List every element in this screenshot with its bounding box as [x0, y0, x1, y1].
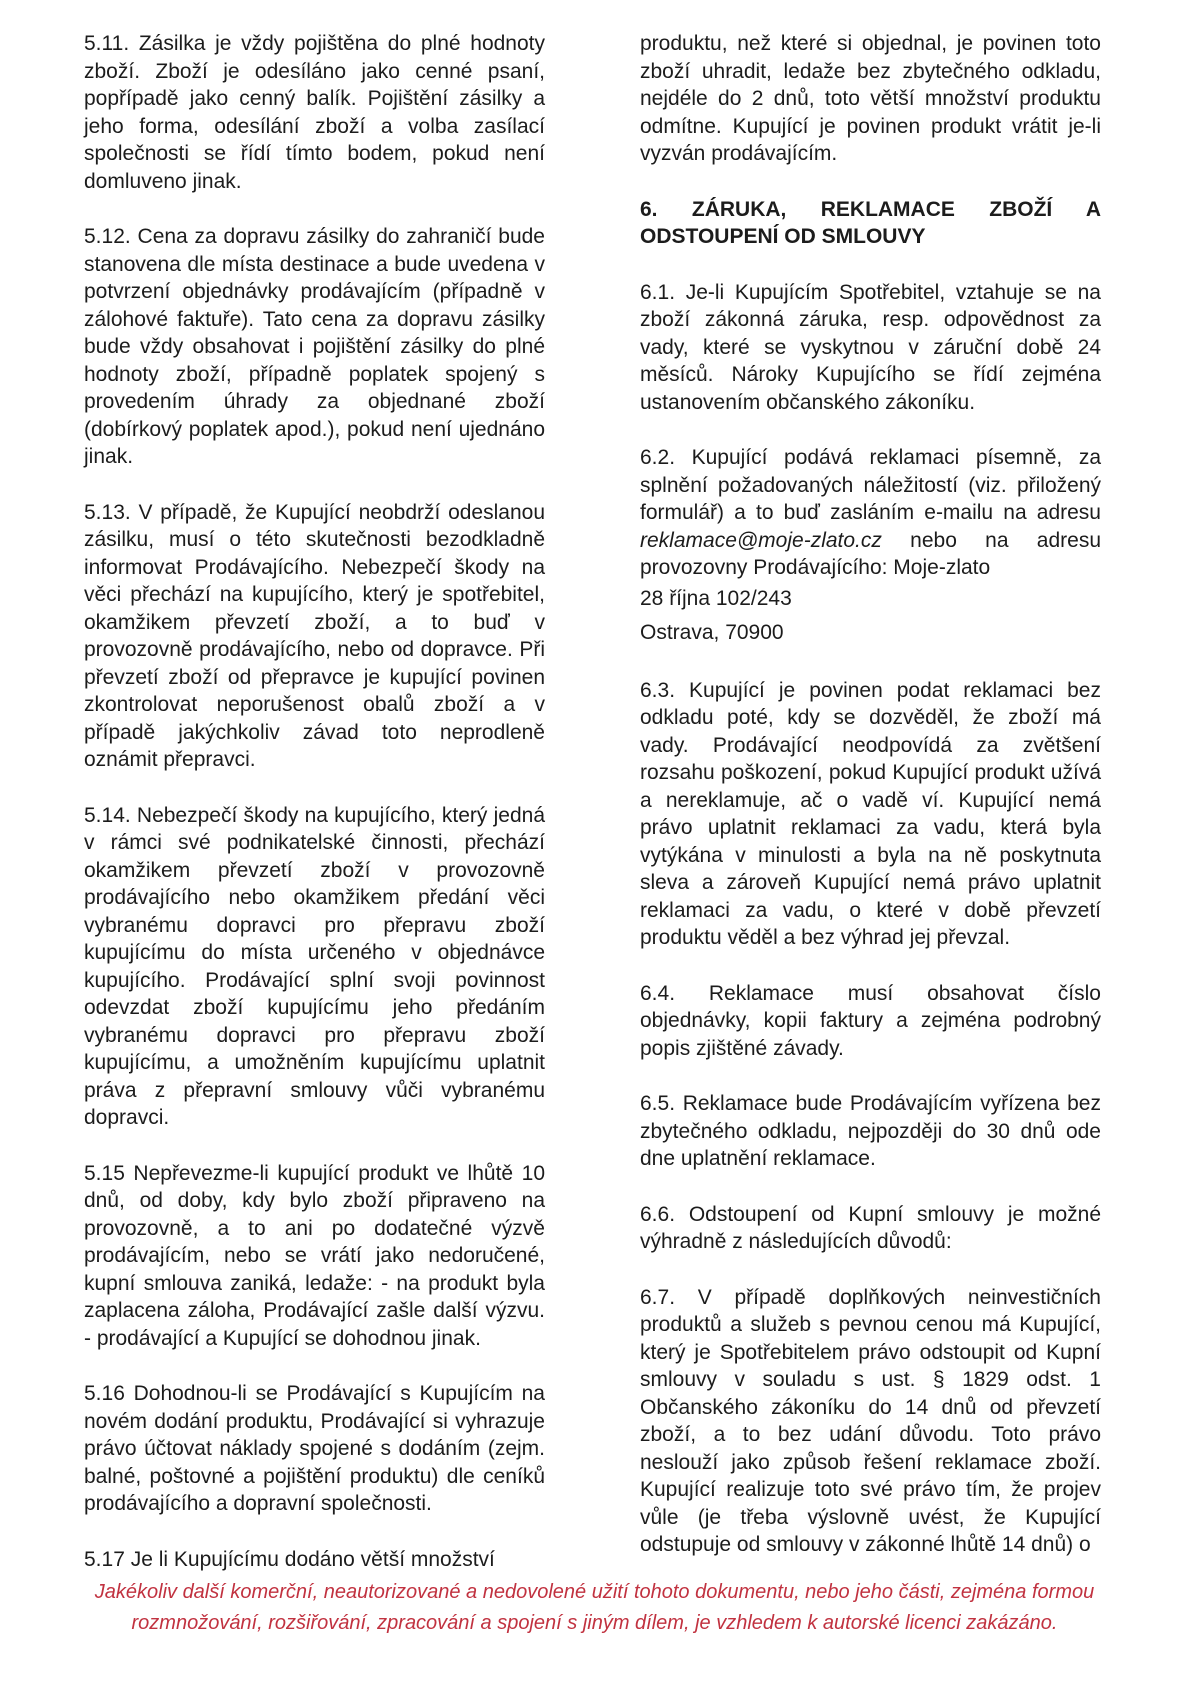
paragraph-5-15: 5.15 Nepřevezme-li kupující produkt ve lhůtě 10 dnů, od doby, kdy bylo zboží připraveno na provozovně, a to ani po dodatečné výzvě prodávajícím, nebo se vrátí jako nedoručené, kupní smlouva zaniká, ledaže: - na produkt byla zaplacena záloha, Prodávající zašle další výzvu. - prodávající a Kupující se dohodnou jinak. — [84, 1161, 545, 1350]
license-footer-line2: rozmnožování, rozšiřování, zpracování a spojení s jiným dílem, je vzhledem k autorské licenci zakázáno. — [131, 1612, 1058, 1634]
paragraph-5-11: 5.11. Zásilka je vždy pojištěna do plné hodnoty zboží. Zboží je odesíláno jako cenné psaní, popřípadě jako cenný balík. Pojištění zásilky a jeho forma, odesílání zboží a volba zasílací společnosti se řídí tímto bodem, pokud není domluveno jinak. — [84, 32, 545, 193]
paragraph-5-16: 5.16 Dohodnou-li se Prodávající s Kupujícím na novém dodání produktu, Prodávající si vyhrazuje právo účtovat náklady spojené s dodáním (zejm. balné, poštovné a pojištění produktu) dle ceníků prodávajícího a dopravní společnosti. — [84, 1382, 545, 1515]
paragraph-6-6: 6.6. Odstoupení od Kupní smlouvy je možné výhradně z následujících důvodů: — [640, 1202, 1101, 1253]
seller-address-street: 28 října 102/243 — [640, 586, 792, 610]
reklamace-email-address: reklamace@moje-zlato.cz — [640, 528, 882, 552]
paragraph-5-17-continuation: produktu, než které si objednal, je povinen toto zboží uhradit, ledaže bez zbytečného odkladu, nejdéle do 2 dnů, toto větší množství produktu odmítne. Kupující je povinen produkt vrátit je-li vyzván prodávajícím. — [640, 32, 1101, 165]
section-6-heading: 6. ZÁRUKA, REKLAMACE ZBOŽÍ A ODSTOUPENÍ OD SMLOUVY — [640, 197, 1101, 248]
paragraph-6-1: 6.1. Je-li Kupujícím Spotřebitel, vztahuje se na zboží zákonná záruka, resp. odpovědnost za vady, které se vyskytnou v záruční době 24 měsíců. Nároky Kupujícího se řídí zejména ustanovením občanského zákoníku. — [640, 280, 1101, 414]
paragraph-6-2-text-after-email: nebo na adresu provozovny Prodávajícího: Moje-zlato — [640, 528, 1101, 579]
paragraph-6-2-text-before-email: 6.2. Kupující podává reklamaci písemně, za splnění požadovaných náležitostí (viz. přiložený formulář) a to buď zasláním e-mailu na adresu — [640, 446, 1101, 524]
paragraph-6-7: 6.7. V případě doplňkových neinvestičních produktů a služeb s pevnou cenou má Kupující, který je Spotřebitelem právo odstoupit od Kupní smlouvy v souladu s ust. § 1829 odst. 1 Občanského zákoníku do 14 dnů od převzetí zboží, a to bez udání důvodu. Toto právo neslouží jako způsob řešení reklamace zboží. Kupující realizuje toto své právo tím, že projev vůle (je třeba výslovně uvést, že Kupující odstupuje od smlouvy v zákonné lhůtě 14 dnů) o — [640, 1285, 1101, 1556]
left-column — [84, 30, 545, 1601]
paragraph-5-14: 5.14. Nebezpečí škody na kupujícího, který jedná v rámci své podnikatelské činnosti, přechází okamžikem převzetí zboží v provozovně prodávajícího nebo okamžikem předání věci vybranému dopravci pro přepravu zboží kupujícímu do místa určeného v objednávce kupujícího. Prodávající splní svoji povinnost odevzdat zboží kupujícímu jeho předáním vybranému dopravci pro přepravu zboží kupujícímu, a umožněním kupujícímu uplatnit práva z přepravní smlouvy vůči vybranému dopravci. — [84, 803, 545, 1129]
license-footer — [50, 1577, 1139, 1639]
paragraph-6-5: 6.5. Reklamace bude Prodávajícím vyřízena bez zbytečného odkladu, nejpozději do 30 dnů ode dne uplatnění reklamace. — [640, 1092, 1101, 1170]
paragraph-6-2 — [640, 444, 1101, 582]
paragraph-6-3: 6.3. Kupující je povinen podat reklamaci bez odkladu poté, kdy se dozvěděl, že zboží má vady. Prodávající neodpovídá za zvětšení rozsahu poškození, pokud Kupující produkt užívá a nereklamuje, ač o vadě ví. Kupující nemá právo uplatnit reklamaci za vadu, která byla vytýkána v minulosti a byla na ně poskytnuta sleva a zároveň Kupující nemá právo uplatnit reklamaci za vadu, o které v době převzetí produktu věděl a bez výhrad jej převzal. — [640, 678, 1101, 949]
paragraph-5-12: 5.12. Cena za dopravu zásilky do zahraničí bude stanovena dle místa destinace a bude uvedena v potvrzení objednávky prodávajícím (případně v zálohové faktuře). Tato cena za dopravu zásilky bude vždy obsahovat i pojištění zásilky do plné hodnoty zboží, případně poplatek spojený s provedením úhrady za objednané zboží (dobírkový poplatek apod.), pokud není ujednáno jinak. — [84, 225, 545, 468]
license-footer-line1: Jakékoliv další komerční, neautorizované a nedovolené užití tohoto dokumentu, nebo jeho části, zejména formou — [94, 1581, 1095, 1603]
paragraph-5-17: 5.17 Je li Kupujícímu dodáno větší množství — [84, 1547, 495, 1571]
seller-address-city: Ostrava, 70900 — [640, 621, 784, 644]
right-column — [640, 30, 1101, 1601]
paragraph-5-13: 5.13. V případě, že Kupující neobdrží odeslanou zásilku, musí o této skutečnosti bezodkladně informovat Prodávajícího. Nebezpečí škody na věci přechází na kupujícího, který je spotřebitel, okamžikem převzetí zboží, a to buď v provozovně prodávajícího, nebo od dopravce. Při převzetí zboží od přepravce je kupující povinen zkontrolovat neporušenost obalů zboží a v případě jakýchkoliv závad toto neprodleně oznámit přepravci. — [84, 500, 545, 771]
paragraph-6-4: 6.4. Reklamace musí obsahovat číslo objednávky, kopii faktury a zejména podrobný popis zjištěné závady. — [640, 981, 1101, 1060]
